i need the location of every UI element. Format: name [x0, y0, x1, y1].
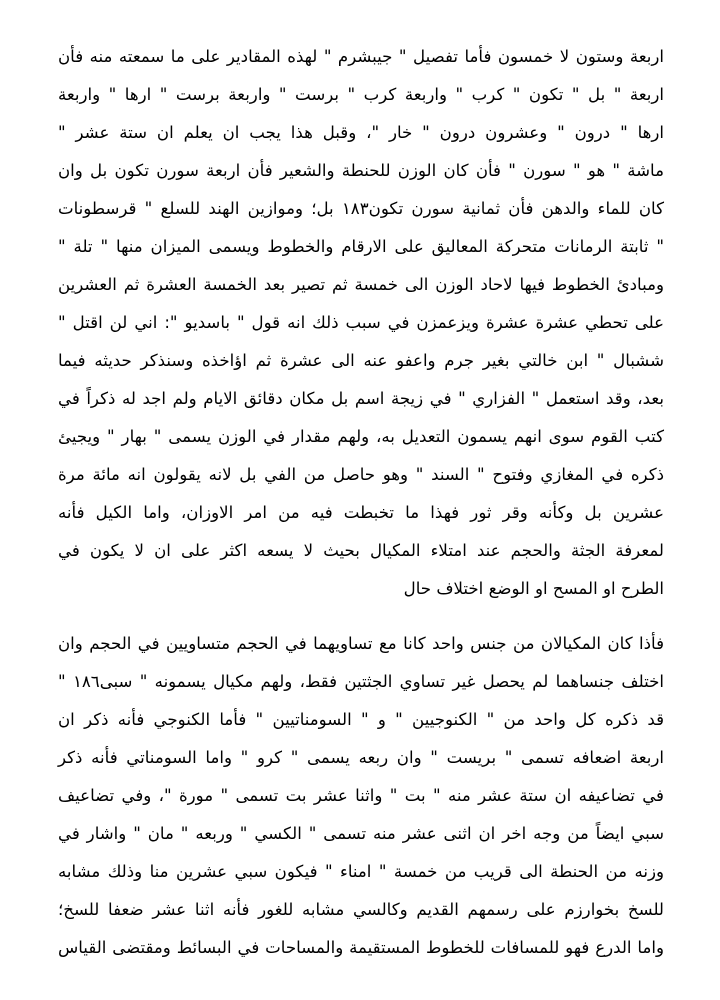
paragraph-weights	[58, 38, 664, 608]
text-line: في تضاعيفه ان ستة عشر منه " بت " واثنا عشر بت تسمى " مورة "، وفي تضاعيف	[58, 786, 664, 805]
text-line: ومبادئ الخطوط فيها لاحاد الوزن الى خمسة ثم تصير بعد الخمسة العشرة ثم العشرين	[58, 275, 664, 294]
text-line-last: الطرح او المسح او الوضع اختلاف حال	[403, 579, 664, 598]
text-line: فأذا كان المكيالان من جنس واحد كانا مع تساويهما في الحجم متساويين في الحجم وان	[58, 634, 664, 653]
text-line: كتب القوم سوى انهم يسمون التعديل به، ولهم مقدار في الوزن يسمى " بهار " ويجيئ	[58, 427, 664, 446]
text-line: اربعة اضعافه تسمى " بريست " وان ربعه يسمى " كرو " واما السومناتي فأنه ذكر	[58, 748, 664, 767]
text-line: للسخ بخوارزم على رسمهم القديم وكالسي مشابه للغور فأنه اثنا عشر ضعفا للسخ؛	[58, 900, 664, 919]
text-line: كان للماء والدهن فأن ثمانية سورن تكون١٨٣ بل؛ وموازين الهند للسلع " قرسطونات	[58, 199, 664, 218]
text-line: بعد، وقد استعمل " الفزاري " في زيجة اسم بل مكان دقائق الايام ولم اجد له ذكراً في	[58, 389, 664, 408]
text-line: ماشة " هو " سورن " فأن كان الوزن للحنطة والشعير فأن اربعة سورن تكون بل وان	[58, 161, 664, 180]
text-line: ارها " درون " وعشرون درون " خار "، وقبل هذا يجب ان يعلم ان ستة عشر "	[58, 123, 664, 142]
text-line: قد ذكره كل واحد من " الكنوجيين " و " السومناتيين " فأما الكنوجي فأنه ذكر ان	[58, 710, 664, 729]
paragraph-spacer	[58, 608, 664, 625]
text-line: واما الدرع فهو للمسافات للخطوط المستقيمة والمساحات في البسائط ومقتضى القياس	[58, 938, 664, 957]
text-line: ششبال " ابن خالتي بغير جرم واعفو عنه الى عشرة ثم اؤاخذه وسنذكر حديثه فيما	[58, 351, 664, 370]
text-line: " ثابتة الرمانات متحركة المعاليق على الارقام والخطوط ويسمى الميزان منها " تلة "	[58, 237, 664, 256]
text-line: لمعرفة الجثة والحجم عند امتلاء المكيال بحيث لا يسعه اكثر على ان لا يكون في	[58, 541, 664, 560]
paragraph-measures	[58, 625, 664, 967]
text-line: اربعة " بل " تكون " كرب " واربعة كرب " برست " واربعة برست " ارها " واربعة	[58, 85, 664, 104]
text-line: ذكره في المغازي وفتوح " السند " وهو حاصل من الفي بل لانه يقولون انه مائة مرة	[58, 465, 664, 484]
text-line: سبي ايضاً من وجه اخر ان اثنى عشر منه تسمى " الكسي " وربعه " مان " واشار في	[58, 824, 664, 843]
text-line: عشرين بل وكأنه وقر ثور فهذا ما تخبطت فيه من امر الاوزان، واما الكيل فأنه	[58, 503, 664, 522]
text-line: اختلف جنساهما لم يحصل غير تساوي الجثتين فقط، ولهم مكيال يسمونه " سبى١٨٦ "	[58, 672, 664, 691]
text-line: اربعة وستون لا خمسون فأما تفصيل " جيبشرم " لهذه المقادير على ما سمعته منه فأن	[58, 47, 664, 66]
text-line: على تحطي عشرة عشرة ويزعمزن في سبب ذلك انه قول " باسديو ": اني لن اقتل "	[58, 313, 664, 332]
text-line: وزنه من الحنطة الى قريب من خمسة " امناء " فيكون سبي عشرين منا وذلك مشابه	[58, 862, 664, 881]
